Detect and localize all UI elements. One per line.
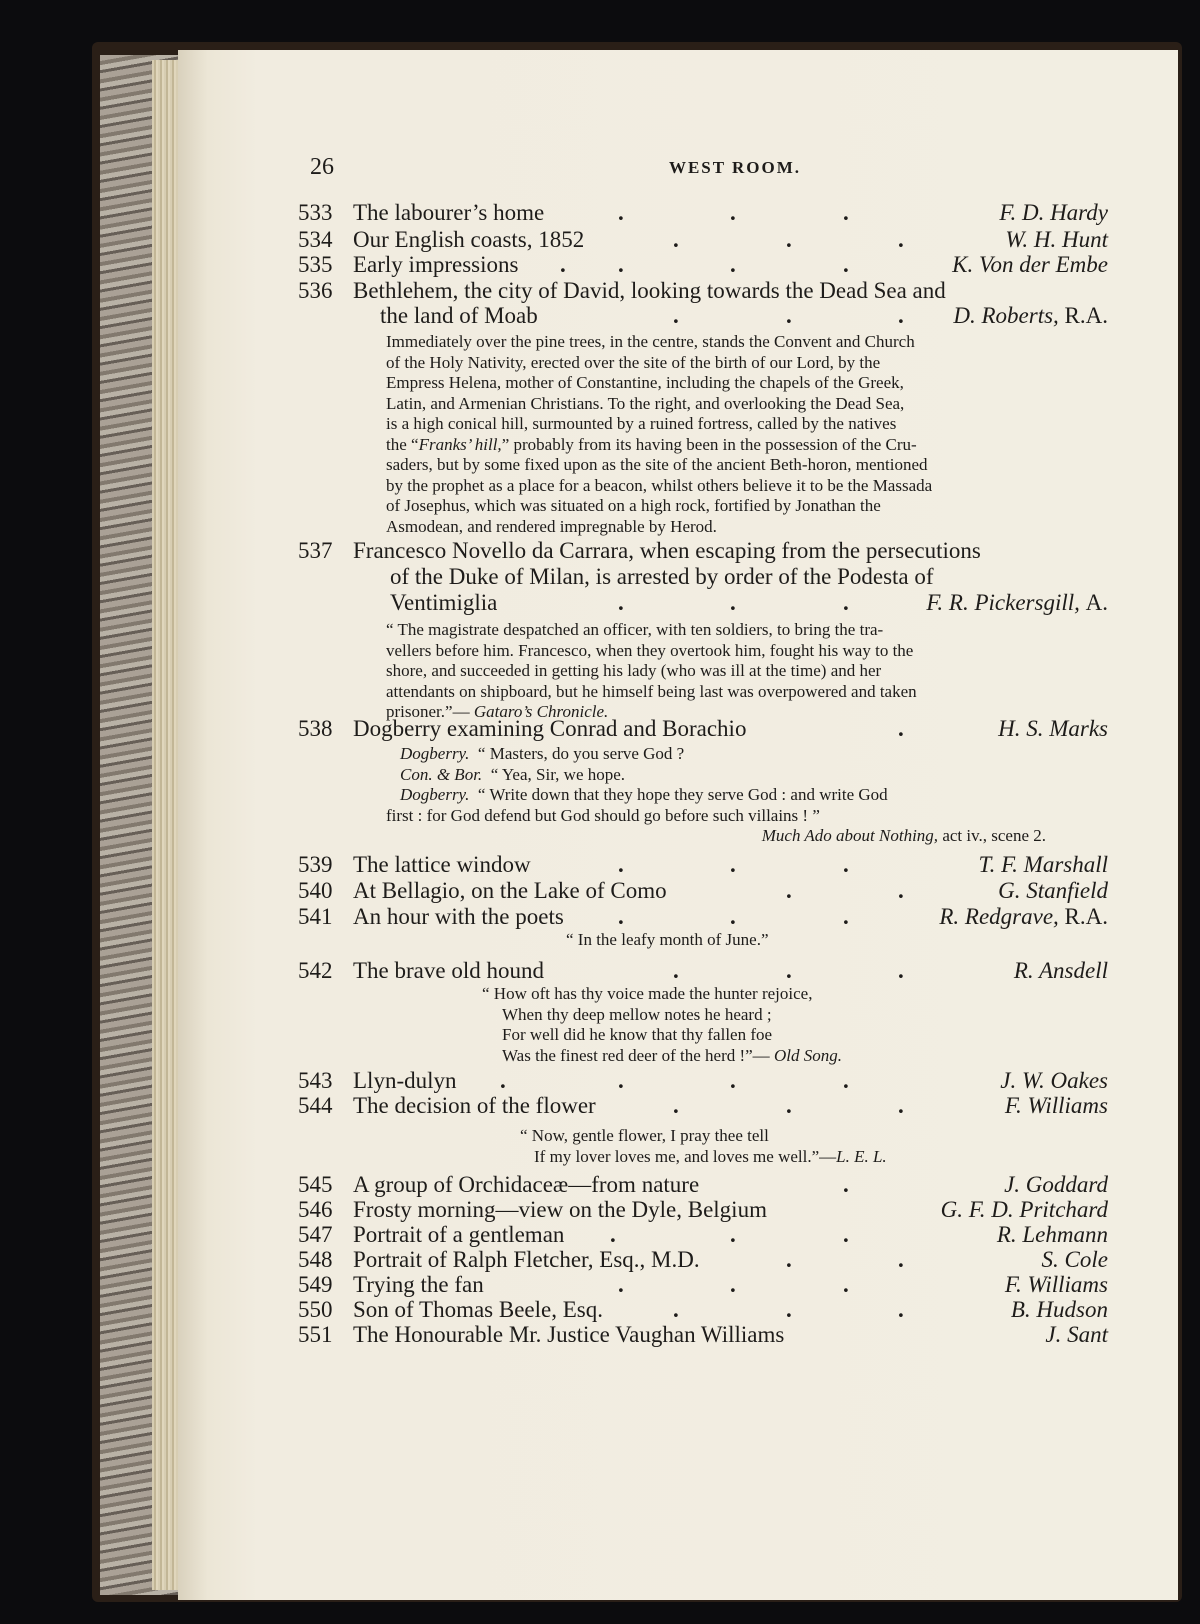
entry-quote-541: “ In the leafy month of June.” [566,930,769,949]
entry-title: Frosty morning—view on the Dyle, Belgium [353,1197,767,1222]
entry-title: An hour with the poets [353,904,564,929]
verse-line: “ Now, gentle flower, I pray thee tell [520,1126,769,1145]
note-line: saders, but by some fixed upon as the site of the ancient Beth-horon, mentioned [386,455,928,474]
entry-title: Early impressions [353,252,519,277]
catalogue-entry-539: 539 The lattice window . . . T. F. Marshall [298,852,1108,877]
entry-artist: R. Redgrave, R.A. [939,904,1108,929]
verse-line: “ How oft has thy voice made the hunter rejoice, [482,984,813,1003]
entry-title: The brave old hound [353,958,544,983]
entry-number: 536 [298,278,333,303]
catalogue-entry-538: 538 Dogberry examining Conrad and Borachio . H. S. Marks [298,716,1108,741]
entry-note-538 [386,744,1046,847]
entry-title: A group of Orchidaceæ—from nature [353,1172,700,1197]
catalogue-entry-545: 545 A group of Orchidaceæ—from nature . J. Goddard [298,1172,1108,1197]
entry-artist: D. Roberts, R.A. [953,303,1108,328]
entry-number: 544 [298,1093,333,1118]
entry-artist: J. Goddard [1004,1172,1108,1197]
note-line: prisoner.”— Gataro’s Chronicle. [386,702,609,721]
entry-artist: T. F. Marshall [978,852,1108,877]
entry-artist: B. Hudson [1010,1297,1108,1322]
catalogue-entry-551 [298,1322,1108,1348]
entry-artist: F. R. Pickersgill, A. [926,590,1108,615]
entry-number: 535 [298,252,333,277]
entry-note-536 [386,332,932,537]
entry-title-line-1: Francesco Novello da Carrara, when escaping from the persecutions [353,538,981,563]
verse-line: When thy deep mellow notes he heard ; [502,1004,772,1024]
quote-source: Much Ado about Nothing, act iv., scene 2. [761,826,1046,845]
entry-number: 543 [298,1068,333,1093]
entry-number: 534 [298,227,333,252]
entry-title: The decision of the flower [353,1093,596,1118]
entry-number: 539 [298,852,333,877]
catalogue-entry-546 [298,1197,1108,1223]
entry-title-line-2: of the Duke of Milan, is arrested by order of the Podesta of [390,564,934,589]
entry-artist: J. Sant [1045,1322,1108,1347]
note-line: vellers before him. Francesco, when they overtook him, fought his way to the [386,640,914,660]
catalogue-entry-533: 533 The labourer’s home . . . F. D. Hardy [298,200,1108,225]
verse-line: For well did he know that thy fallen foe [502,1025,773,1044]
entry-artist: R. Lehmann [996,1222,1108,1247]
entry-title-line-1: Bethlehem, the city of David, looking towards the Dead Sea and [353,278,946,303]
catalogue-entry-540: 540 At Bellagio, on the Lake of Como . . G. Stanfield [298,878,1108,903]
entry-artist: R. Ansdell [1013,958,1108,983]
catalogue-entry-542: 542 The brave old hound . . . R. Ansdell [298,958,1108,983]
entry-artist: G. Stanfield [998,878,1108,903]
catalogue-entry-544: 544 The decision of the flower . . . F. Williams [298,1093,1108,1118]
note-line: Asmodean, and rendered impregnable by Herod. [386,516,717,536]
entry-artist: K. Von der Embe [952,252,1108,277]
entry-title: The labourer’s home [353,200,545,225]
catalogue-entry-535: 535 Early impressions . . . . K. Von der Embe [298,252,1108,277]
running-header [310,154,1160,184]
entry-artist: S. Cole [1041,1247,1108,1272]
note-line: Latin, and Armenian Christians. To the right, and overlooking the Dead Sea, [386,393,905,413]
catalogue-entry-534: 534 Our English coasts, 1852 . . . W. H. Hunt [298,227,1108,252]
note-line: shore, and succeeded in getting his lady (who was ill at the time) and her [386,661,882,680]
dialogue-line: Dogberry. “ Write down that they hope they serve God : and write God [400,785,888,804]
entry-artist: J. W. Oakes [1000,1068,1108,1093]
catalogue-page [178,50,1178,1600]
entry-title-line-3: Ventimiglia [390,590,498,615]
page-number: 26 [310,154,334,180]
entry-title-line-2: the land of Moab [380,303,538,328]
entry-number: 533 [298,200,333,225]
catalogue-entry-541: 541 An hour with the poets . . . R. Redgrave, R.A. [298,904,1108,929]
note-line: of the Holy Nativity, erected over the site of the birth of our Lord, by the [386,352,881,372]
note-line: is a high conical hill, surmounted by a ruined fortress, called by the natives [386,414,897,433]
entry-artist: G. F. D. Pritchard [940,1197,1108,1222]
catalogue-entry-536: 536 Bethlehem, the city of David, looking towards the Dead Sea and the land of Moab . . . D. Roberts, R.A. [298,278,1108,328]
catalogue-entry-548: 548 Portrait of Ralph Fletcher, Esq., M.D. . . S. Cole [298,1247,1108,1272]
running-title: WEST ROOM. [668,158,802,177]
entry-number: 541 [298,904,333,929]
entry-verse-544 [520,1126,887,1167]
entry-number: 538 [298,716,333,741]
catalogue-entry-549: 549 Trying the fan . . . F. Williams [298,1272,1108,1297]
catalogue-entry-550: 550 Son of Thomas Beele, Esq. . . . B. Hudson [298,1297,1108,1322]
entry-artist: H. S. Marks [998,716,1108,741]
note-line: “ The magistrate despatched an officer, with ten soldiers, to bring the tra- [386,620,884,639]
entry-verse-542 [482,984,842,1066]
entry-title: The lattice window [353,852,531,877]
entry-note-537 [386,620,917,723]
dialogue-line: first : for God defend but God should go before such villains ! ” [386,805,820,825]
catalogue-entry-537: 537 Francesco Novello da Carrara, when escaping from the persecutions of the Duke of Milan, is arrested by order of the Podesta of Ventimiglia . . . F. R. Pickersgill, A. [298,538,1108,615]
verse-line: Was the finest red deer of the herd !”— Old Song. [502,1045,842,1065]
note-line: Empress Helena, mother of Constantine, including the chapels of the Greek, [386,373,904,392]
entry-title: Trying the fan [353,1272,484,1297]
entry-artist: F. Williams [1004,1272,1108,1297]
entry-title: At Bellagio, on the Lake of Como [353,878,667,903]
entry-number: 546 [298,1197,333,1222]
entry-title: Our English coasts, 1852 [353,227,585,252]
note-line: Immediately over the pine trees, in the centre, stands the Convent and Church [386,332,915,351]
entry-title: Portrait of Ralph Fletcher, Esq., M.D. [353,1247,700,1272]
entry-title: Son of Thomas Beele, Esq. [353,1297,603,1322]
entry-title: Dogberry examining Conrad and Borachio [353,716,747,741]
entry-number: 549 [298,1272,333,1297]
entry-artist: F. Williams [1004,1093,1108,1118]
entry-number: 547 [298,1222,333,1247]
entry-number: 548 [298,1247,333,1272]
entry-number: 537 [298,538,333,563]
note-line: attendants on shipboard, but he himself being last was overpowered and taken [386,681,917,701]
entry-artist: F. D. Hardy [999,200,1108,225]
entry-artist: W. H. Hunt [1005,227,1108,252]
entry-number: 542 [298,958,333,983]
entry-number: 545 [298,1172,333,1197]
dialogue-line: Dogberry. “ Masters, do you serve God ? [400,744,685,763]
catalogue-entry-543: 543 Llyn-dulyn . . . . J. W. Oakes [298,1068,1108,1093]
entry-number: 550 [298,1297,333,1322]
entry-number: 551 [298,1322,333,1347]
verse-line: If my lover loves me, and loves me well.”—L. E. L. [534,1146,887,1166]
entry-title: Portrait of a gentleman [353,1222,565,1247]
entry-title: Llyn-dulyn [353,1068,457,1093]
entry-number: 540 [298,878,333,903]
note-line: the “Franks’ hill,” probably from its having been in the possession of the Cru- [386,434,917,454]
catalogue-entry-547: 547 Portrait of a gentleman . . . R. Lehmann [298,1222,1108,1247]
entry-title: The Honourable Mr. Justice Vaughan Williams [353,1322,785,1347]
dialogue-line: Con. & Bor. “ Yea, Sir, we hope. [400,764,626,784]
note-line: by the prophet as a place for a beacon, whilst others believe it to be the Massada [386,475,933,495]
note-line: of Josephus, which was situated on a high rock, fortified by Jonathan the [386,496,881,515]
